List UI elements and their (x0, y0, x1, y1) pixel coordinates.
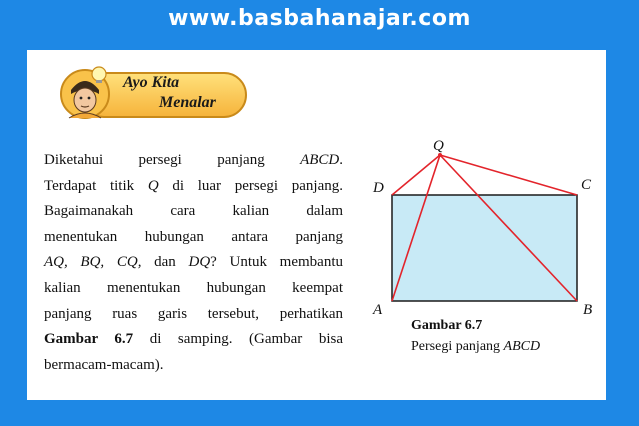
content-card (27, 50, 606, 400)
figure-caption-title: Gambar 6.7 (411, 318, 483, 333)
site-title: www.basbahanajar.com (168, 6, 471, 31)
paragraph-line: Gambar 6.7 di samping. (Gambar bisa (44, 331, 343, 348)
badge-line-2: Menalar (159, 94, 216, 111)
paragraph-line: Bagaimanakah cara kalian dalam (44, 203, 343, 220)
label-c: C (581, 177, 592, 193)
thinking-student-lightbulb-icon (59, 64, 117, 122)
paragraph-line: Terdapat titik Q di luar persegi panjang. (44, 177, 343, 194)
paragraph-line: Diketahui persegi panjang ABCD. (44, 152, 343, 168)
badge-line-1: Ayo Kita (123, 74, 180, 91)
paragraph-line: menentukan hubungan antara panjang (44, 228, 343, 245)
segment-qc (440, 155, 577, 195)
paragraph-line: AQ, BQ, CQ, dan DQ? Untuk membantu (44, 254, 343, 271)
label-d: D (373, 180, 384, 196)
paragraph-line: kalian menentukan hubungan keempat (44, 279, 343, 296)
ayo-kita-menalar-badge (55, 64, 251, 122)
figure-caption-subtitle: Persegi panjang ABCD (411, 339, 541, 354)
rectangle-abcd (392, 195, 577, 301)
problem-paragraph (44, 148, 343, 378)
label-a: A (373, 302, 383, 318)
label-b: B (583, 302, 593, 318)
rectangle-figure (367, 138, 607, 318)
paragraph-line: panjang ruas garis tersebut, perhatikan (44, 305, 343, 322)
paragraph-line: bermacam-macam). (44, 356, 164, 373)
label-q: Q (433, 138, 444, 154)
